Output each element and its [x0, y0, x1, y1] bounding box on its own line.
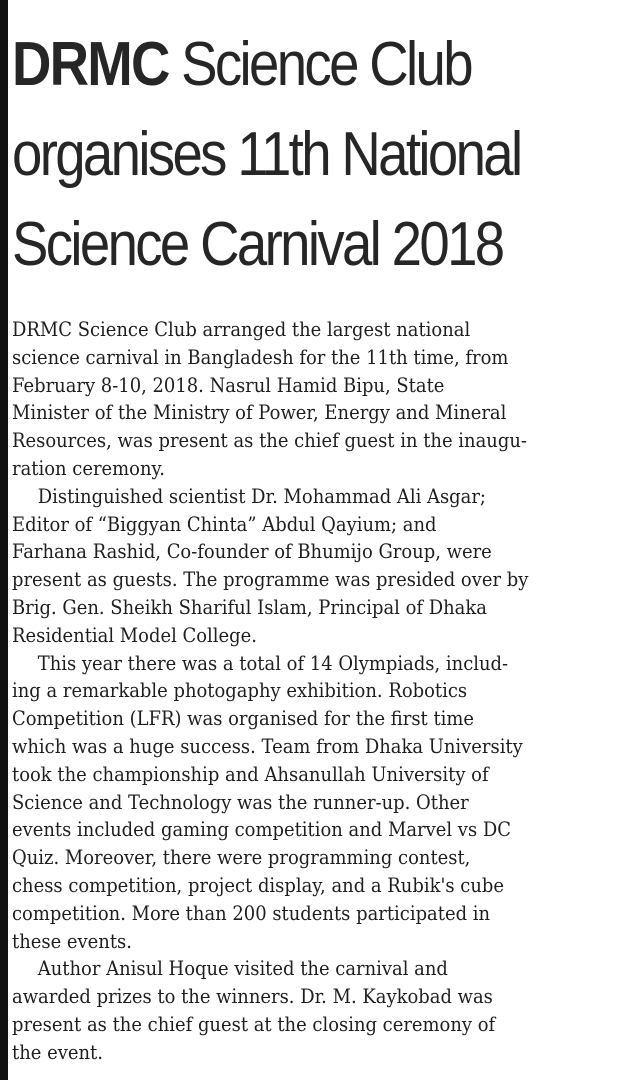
text-line: science carnival in Bangladesh for the 11th time, from	[12, 345, 509, 369]
text-line: Residential Model College.	[12, 623, 257, 647]
headline-line-2: organises 11th National	[12, 120, 521, 189]
text-line: present as the chief guest at the closing ceremony of	[12, 1012, 496, 1036]
text-line: Author Anisul Hoque visited the carnival and	[37, 957, 448, 981]
text-line: these events.	[12, 929, 132, 953]
text-line: ration ceremony.	[12, 456, 165, 480]
text-line: Minister of the Ministry of Power, Energy and Mineral	[12, 401, 507, 425]
paragraph-4	[12, 955, 632, 1066]
text-line: chess competition, project display, and a Rubik's cube	[12, 873, 504, 897]
headline-brand: DRMC	[12, 30, 169, 99]
text-line: Science and Technology was the runner-up. Other	[12, 790, 469, 814]
text-line: This year there was a total of 14 Olympiads, includ-	[37, 651, 509, 675]
text-line: Resources, was present as the chief guest in the inaugu-	[12, 429, 527, 453]
text-line: Quiz. Moreover, there were programming contest,	[12, 846, 471, 870]
left-margin-rule	[0, 0, 8, 1080]
text-line: Farhana Rashid, Co-founder of Bhumijo Group, were	[12, 540, 492, 564]
text-line: competition. More than 200 students participated in	[12, 901, 491, 925]
text-line: DRMC Science Club arranged the largest national	[12, 318, 471, 341]
text-line: the event.	[12, 1040, 103, 1064]
article-body	[12, 316, 632, 1067]
headline-line-3: Science Carnival 2018	[12, 210, 503, 279]
text-line: February 8-10, 2018. Nasrul Hamid Bipu, State	[12, 373, 445, 397]
text-line: Editor of “Biggyan Chinta” Abdul Qayium; and	[12, 512, 437, 536]
text-line: present as guests. The programme was presided over by	[12, 568, 529, 592]
paragraph-3	[12, 650, 632, 956]
text-line: awarded prizes to the winners. Dr. M. Kaykobad was	[12, 985, 493, 1009]
article	[12, 0, 632, 1067]
headline	[12, 0, 628, 290]
text-line: Competition (LFR) was organised for the first time	[12, 707, 475, 731]
paragraph-2	[12, 483, 632, 650]
text-line: which was a huge success. Team from Dhaka University	[12, 734, 523, 758]
headline-line-1-rest: Science Club	[168, 30, 471, 99]
text-line: Distinguished scientist Dr. Mohammad Ali Asgar;	[37, 484, 486, 508]
text-line: events included gaming competition and Marvel vs DC	[12, 818, 511, 842]
text-line: ing a remarkable photogaphy exhibition. Robotics	[12, 679, 468, 703]
text-line: Brig. Gen. Sheikh Shariful Islam, Principal of Dhaka	[12, 595, 487, 619]
paragraph-1	[12, 316, 632, 483]
headline-line-1	[12, 20, 628, 110]
text-line: took the championship and Ahsanullah University of	[12, 762, 489, 786]
